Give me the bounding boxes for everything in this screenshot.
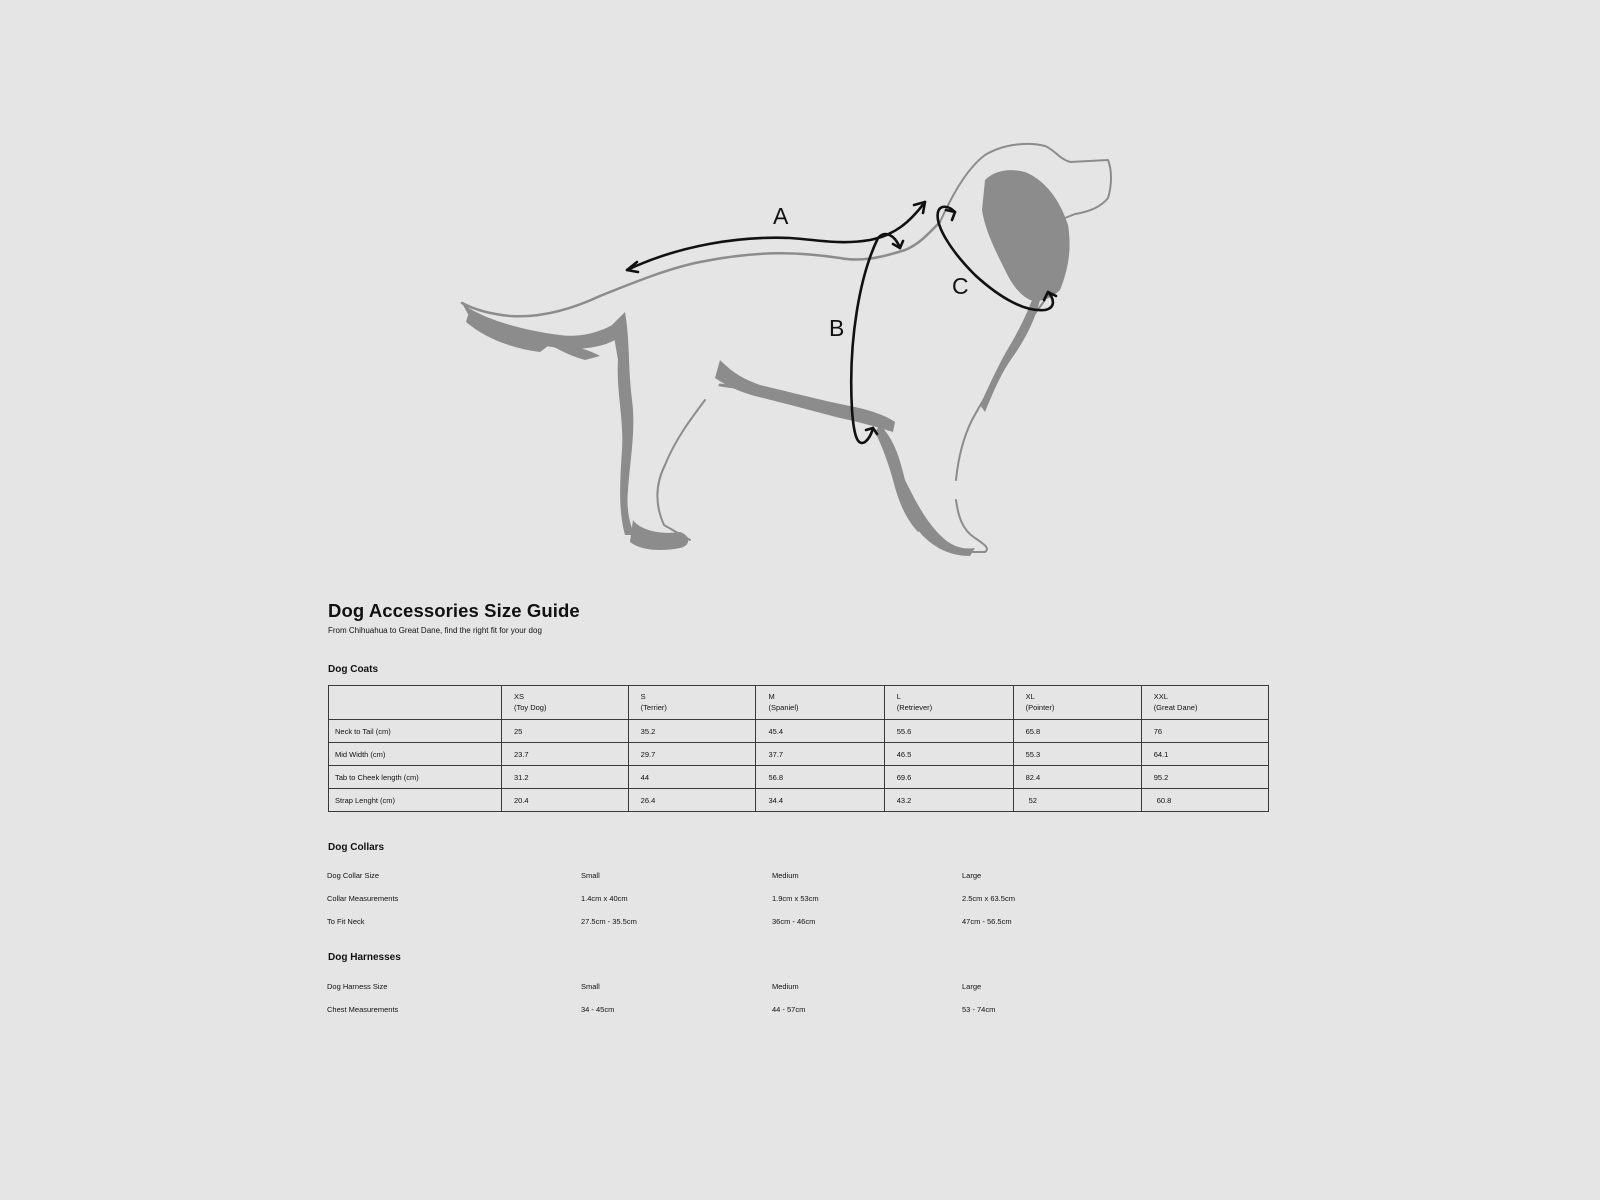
size-code: S <box>640 692 646 701</box>
table-cell: 65.8 <box>1013 720 1141 743</box>
table-cell: 82.4 <box>1013 766 1141 789</box>
measurement-label-a: A <box>773 203 789 229</box>
table-row <box>329 789 1269 812</box>
table-cell: 35.2 <box>628 720 756 743</box>
table-cell: 20.4 <box>501 789 628 812</box>
size-code: XXL <box>1153 692 1168 701</box>
table-header-row <box>329 686 1269 720</box>
section-title-dog-harnesses: Dog Harnesses <box>328 952 401 963</box>
table-cell: 37.7 <box>756 743 884 766</box>
row-label: Neck to Tail (cm) <box>329 720 502 743</box>
spec-value: Small <box>581 982 600 991</box>
size-code: XL <box>1025 692 1035 701</box>
table-header-empty <box>329 686 502 720</box>
size-breed: (Retriever) <box>896 702 933 712</box>
spec-value: Medium <box>772 871 799 880</box>
table-cell: 76 <box>1141 720 1268 743</box>
table-cell: 55.6 <box>884 720 1013 743</box>
spec-value: 2.5cm x 63.5cm <box>962 894 1015 903</box>
page-subtitle: From Chihuahua to Great Dane, find the right fit for your dog <box>328 626 542 635</box>
measurement-label-b: B <box>829 315 845 341</box>
page-title: Dog Accessories Size Guide <box>328 600 580 621</box>
table-cell: 64.1 <box>1141 743 1268 766</box>
row-label: Chest Measurements <box>327 1005 399 1014</box>
size-code: XS <box>513 692 524 701</box>
table-header-m <box>756 686 884 720</box>
dog-silhouette-icon <box>440 130 1130 560</box>
row-label: Collar Measurements <box>327 894 399 903</box>
section-title-dog-collars: Dog Collars <box>328 842 385 853</box>
table-cell: 56.8 <box>756 766 884 789</box>
size-breed: (Toy Dog) <box>513 702 547 712</box>
table-header-l <box>884 686 1013 720</box>
table-cell: 55.3 <box>1013 743 1141 766</box>
size-breed: (Great Dane) <box>1153 702 1198 712</box>
table-row <box>329 743 1269 766</box>
table-cell: 46.5 <box>884 743 1013 766</box>
size-code: L <box>896 692 901 701</box>
table-header-xs <box>501 686 628 720</box>
spec-value: 1.9cm x 53cm <box>772 894 819 903</box>
size-breed: (Terrier) <box>640 702 667 712</box>
spec-value: Medium <box>772 982 799 991</box>
spec-value: Small <box>581 871 600 880</box>
spec-value: Large <box>962 982 982 991</box>
collar-row-measurements <box>327 893 1027 905</box>
row-label: To Fit Neck <box>327 917 365 926</box>
dog-coats-size-table <box>328 685 1269 812</box>
table-cell: 23.7 <box>501 743 628 766</box>
size-breed: (Spaniel) <box>768 702 799 712</box>
table-header-xl <box>1013 686 1141 720</box>
table-cell: 34.4 <box>756 789 884 812</box>
spec-value: 27.5cm - 35.5cm <box>581 917 637 926</box>
table-row <box>329 766 1269 789</box>
collar-row-fit-neck <box>327 916 1027 928</box>
table-cell: 44 <box>628 766 756 789</box>
table-row <box>329 720 1269 743</box>
section-title-dog-coats: Dog Coats <box>328 664 378 675</box>
size-breed: (Pointer) <box>1025 702 1055 712</box>
table-header-s <box>628 686 756 720</box>
spec-value: Large <box>962 871 982 880</box>
table-cell: 43.2 <box>884 789 1013 812</box>
table-cell: 95.2 <box>1141 766 1268 789</box>
measurement-label-c: C <box>952 273 969 299</box>
dog-measurement-illustration <box>440 130 1130 560</box>
row-label: Dog Collar Size <box>327 871 380 880</box>
row-label: Mid Width (cm) <box>329 743 502 766</box>
spec-value: 53 - 74cm <box>962 1005 996 1014</box>
table-cell: 52 <box>1013 789 1141 812</box>
row-label: Dog Harness Size <box>327 982 388 991</box>
harness-row-chest <box>327 1004 1027 1016</box>
table-cell: 26.4 <box>628 789 756 812</box>
spec-value: 1.4cm x 40cm <box>581 894 628 903</box>
table-cell: 31.2 <box>501 766 628 789</box>
table-header-xxl <box>1141 686 1268 720</box>
size-code: M <box>768 692 775 701</box>
spec-value: 44 - 57cm <box>772 1005 806 1014</box>
spec-value: 47cm - 56.5cm <box>962 917 1012 926</box>
spec-value: 34 - 45cm <box>581 1005 615 1014</box>
table-cell: 60.8 <box>1141 789 1268 812</box>
row-label: Tab to Cheek length (cm) <box>329 766 502 789</box>
harness-row-size <box>327 981 1027 993</box>
table-cell: 25 <box>501 720 628 743</box>
spec-value: 36cm - 46cm <box>772 917 816 926</box>
collar-row-size <box>327 870 1027 882</box>
table-cell: 69.6 <box>884 766 1013 789</box>
table-cell: 29.7 <box>628 743 756 766</box>
row-label: Strap Lenght (cm) <box>329 789 502 812</box>
table-cell: 45.4 <box>756 720 884 743</box>
